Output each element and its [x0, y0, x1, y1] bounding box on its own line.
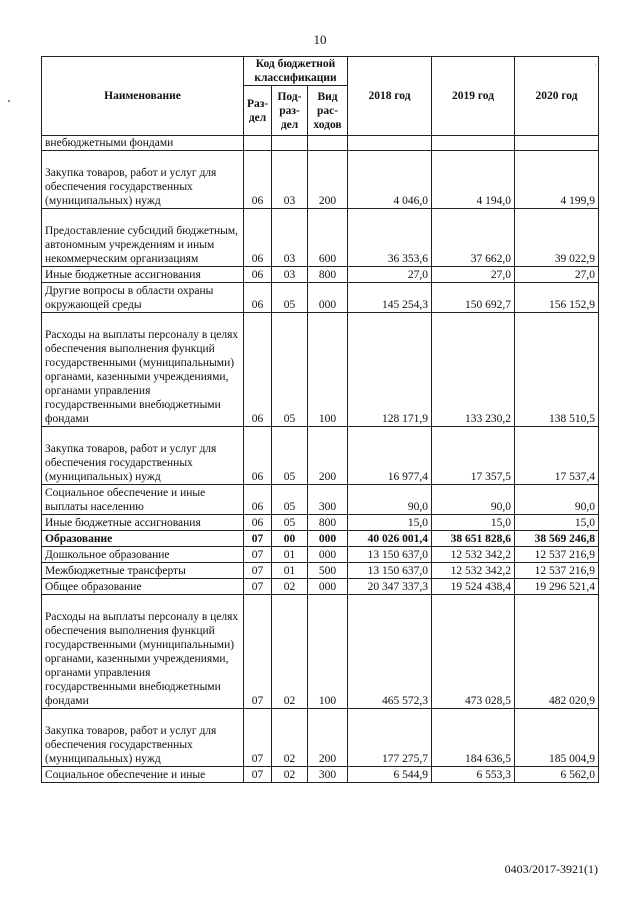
table-row	[42, 515, 599, 531]
row-section: 06	[244, 313, 272, 427]
row-expense-type: 100	[308, 313, 348, 427]
row-subsection: 02	[272, 595, 308, 709]
row-subsection: 03	[272, 267, 308, 283]
row-value-2018: 16 977,4	[348, 427, 432, 485]
row-value-2020: 12 537 216,9	[515, 563, 599, 579]
row-expense-type: 000	[308, 283, 348, 313]
table-row	[42, 485, 599, 515]
row-value-2019: 150 692,7	[432, 283, 515, 313]
row-expense-type: 000	[308, 531, 348, 547]
row-expense-type: 100	[308, 595, 348, 709]
row-section: 07	[244, 595, 272, 709]
row-value-2019: 27,0	[432, 267, 515, 283]
row-value-2019: 19 524 438,4	[432, 579, 515, 595]
row-value-2018: 13 150 637,0	[348, 563, 432, 579]
row-value-2018: 90,0	[348, 485, 432, 515]
table-header	[42, 57, 599, 136]
row-value-2019: 133 230,2	[432, 313, 515, 427]
row-value-2019: 38 651 828,6	[432, 531, 515, 547]
row-value-2020: 90,0	[515, 485, 599, 515]
row-value-2020: 15,0	[515, 515, 599, 531]
row-value-2018: 36 353,6	[348, 209, 432, 267]
row-expense-type: 300	[308, 485, 348, 515]
row-value-2018: 15,0	[348, 515, 432, 531]
table-row	[42, 136, 599, 151]
row-section: 07	[244, 709, 272, 767]
row-value-2020: 156 152,9	[515, 283, 599, 313]
row-name: внебюджетными фондами	[42, 136, 244, 151]
row-value-2019: 4 194,0	[432, 151, 515, 209]
row-subsection: 01	[272, 563, 308, 579]
row-subsection: 03	[272, 151, 308, 209]
header-name: Наименование	[42, 57, 244, 136]
row-name: Закупка товаров, работ и услуг для обеспечения государственных (муниципальных) нужд	[42, 709, 244, 767]
row-value-2019: 37 662,0	[432, 209, 515, 267]
row-subsection: 05	[272, 515, 308, 531]
table-row	[42, 531, 599, 547]
row-value-2020: 17 537,4	[515, 427, 599, 485]
row-name: Другие вопросы в области охраны окружающей среды	[42, 283, 244, 313]
header-2020: 2020 год	[515, 57, 599, 136]
row-value-2020: 39 022,9	[515, 209, 599, 267]
budget-table	[41, 56, 599, 783]
row-value-2018: 4 046,0	[348, 151, 432, 209]
row-expense-type	[308, 136, 348, 151]
row-name: Образование	[42, 531, 244, 547]
table-row	[42, 427, 599, 485]
row-name: Иные бюджетные ассигнования	[42, 515, 244, 531]
table-row	[42, 767, 599, 783]
row-value-2020: 38 569 246,8	[515, 531, 599, 547]
row-subsection: 05	[272, 283, 308, 313]
row-section: 07	[244, 531, 272, 547]
row-section: 06	[244, 267, 272, 283]
row-value-2020: 482 020,9	[515, 595, 599, 709]
row-name: Закупка товаров, работ и услуг для обеспечения государственных (муниципальных) нужд	[42, 151, 244, 209]
table-body	[42, 136, 599, 783]
row-value-2019: 184 636,5	[432, 709, 515, 767]
row-value-2018: 128 171,9	[348, 313, 432, 427]
row-value-2018: 177 275,7	[348, 709, 432, 767]
row-name: Иные бюджетные ассигнования	[42, 267, 244, 283]
header-2019: 2019 год	[432, 57, 515, 136]
row-expense-type: 200	[308, 709, 348, 767]
page-number: 10	[313, 32, 327, 47]
row-value-2020: 138 510,5	[515, 313, 599, 427]
row-subsection: 02	[272, 767, 308, 783]
row-subsection: 02	[272, 709, 308, 767]
row-value-2019: 473 028,5	[432, 595, 515, 709]
header-subsection: Под-раз-дел	[272, 86, 308, 136]
row-subsection: 03	[272, 209, 308, 267]
row-value-2018: 465 572,3	[348, 595, 432, 709]
row-name: Социальное обеспечение и иные	[42, 767, 244, 783]
row-section: 07	[244, 547, 272, 563]
row-subsection: 05	[272, 313, 308, 427]
table-row	[42, 547, 599, 563]
row-expense-type: 800	[308, 267, 348, 283]
row-section	[244, 136, 272, 151]
row-value-2018	[348, 136, 432, 151]
row-value-2020: 12 537 216,9	[515, 547, 599, 563]
row-value-2019: 17 357,5	[432, 427, 515, 485]
row-subsection: 02	[272, 579, 308, 595]
row-expense-type: 000	[308, 547, 348, 563]
row-section: 06	[244, 283, 272, 313]
header-expense-type: Вид рас-ходов	[308, 86, 348, 136]
row-subsection: 05	[272, 485, 308, 515]
row-subsection: 00	[272, 531, 308, 547]
row-value-2020: 4 199,9	[515, 151, 599, 209]
table-row	[42, 579, 599, 595]
row-value-2019: 12 532 342,2	[432, 547, 515, 563]
row-expense-type: 200	[308, 427, 348, 485]
table-row	[42, 563, 599, 579]
row-name: Социальное обеспечение и иные выплаты населению	[42, 485, 244, 515]
row-subsection	[272, 136, 308, 151]
row-value-2019: 12 532 342,2	[432, 563, 515, 579]
row-value-2019: 6 553,3	[432, 767, 515, 783]
row-name: Закупка товаров, работ и услуг для обеспечения государственных (муниципальных) нужд	[42, 427, 244, 485]
table-row	[42, 209, 599, 267]
row-name: Предоставление субсидий бюджетным, автономным учреждениям и иным некоммерческим организациям	[42, 209, 244, 267]
row-value-2018: 20 347 337,3	[348, 579, 432, 595]
row-expense-type: 300	[308, 767, 348, 783]
row-value-2018: 6 544,9	[348, 767, 432, 783]
row-name: Дошкольное образование	[42, 547, 244, 563]
row-name: Расходы на выплаты персоналу в целях обеспечения выполнения функций государственными (муниципальными) органами, казенными учреждениями, органами управления государственными внебюджетными фондами	[42, 313, 244, 427]
row-section: 06	[244, 515, 272, 531]
row-value-2018: 145 254,3	[348, 283, 432, 313]
row-section: 06	[244, 151, 272, 209]
row-value-2018: 27,0	[348, 267, 432, 283]
row-value-2019: 90,0	[432, 485, 515, 515]
table-row	[42, 267, 599, 283]
row-name: Общее образование	[42, 579, 244, 595]
table-row	[42, 151, 599, 209]
row-value-2020: 6 562,0	[515, 767, 599, 783]
header-2018: 2018 год	[348, 57, 432, 136]
row-expense-type: 600	[308, 209, 348, 267]
row-expense-type: 000	[308, 579, 348, 595]
row-value-2018: 13 150 637,0	[348, 547, 432, 563]
row-subsection: 01	[272, 547, 308, 563]
table-row	[42, 313, 599, 427]
header-section: Раз-дел	[244, 86, 272, 136]
row-section: 06	[244, 209, 272, 267]
row-expense-type: 500	[308, 563, 348, 579]
row-value-2020: 185 004,9	[515, 709, 599, 767]
row-value-2018: 40 026 001,4	[348, 531, 432, 547]
row-value-2020: 19 296 521,4	[515, 579, 599, 595]
table-row	[42, 709, 599, 767]
row-name: Расходы на выплаты персоналу в целях обеспечения выполнения функций государственными (муниципальными) органами, казенными учреждениями, органами управления государственными внебюджетными фондами	[42, 595, 244, 709]
row-expense-type: 800	[308, 515, 348, 531]
row-section: 06	[244, 427, 272, 485]
row-section: 07	[244, 579, 272, 595]
table-row	[42, 595, 599, 709]
row-subsection: 05	[272, 427, 308, 485]
row-name: Межбюджетные трансферты	[42, 563, 244, 579]
row-section: 07	[244, 563, 272, 579]
row-section: 07	[244, 767, 272, 783]
document-code: 0403/2017-3921(1)	[504, 862, 598, 876]
table-row	[42, 283, 599, 313]
row-section: 06	[244, 485, 272, 515]
row-value-2019: 15,0	[432, 515, 515, 531]
margin-mark	[8, 100, 10, 102]
row-value-2020: 27,0	[515, 267, 599, 283]
header-budget-code: Код бюджетной классификации	[244, 57, 348, 86]
row-expense-type: 200	[308, 151, 348, 209]
row-value-2019	[432, 136, 515, 151]
row-value-2020	[515, 136, 599, 151]
corner-mark: ·	[594, 60, 597, 70]
